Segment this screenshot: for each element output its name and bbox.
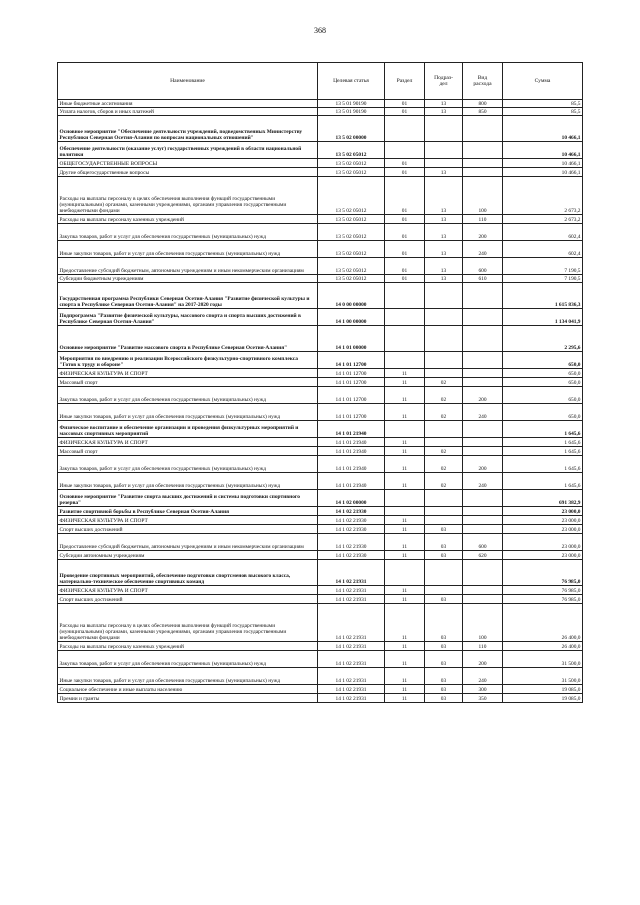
cell-name: Уплата налогов, сборов и иных платежей xyxy=(58,108,318,116)
cell-subsection: 13 xyxy=(425,241,463,258)
cell-target-code: 13 5 02 05012 xyxy=(318,224,385,241)
table-row xyxy=(58,586,583,595)
budget-table xyxy=(57,62,583,703)
cell-subsection: 13 xyxy=(425,275,463,283)
table-row xyxy=(58,490,583,507)
cell-name: ФИЗИЧЕСКАЯ КУЛЬТУРА И СПОРТ xyxy=(58,369,318,378)
cell-target-code: 14 1 02 21930 xyxy=(318,525,385,534)
cell-expense-type xyxy=(463,490,503,507)
table-row xyxy=(58,369,583,378)
cell-name: Основное мероприятие "Обеспечение деятельности учреждений, подведомственных Министерству Республики Северная Осетия-Алания по вопросам национальных отношений" xyxy=(58,116,318,142)
cell-target-code: 13 5 02 05012 xyxy=(318,142,385,159)
cell-target-code: 14 1 02 21930 xyxy=(318,516,385,525)
cell-expense-type xyxy=(463,168,503,177)
table-row xyxy=(58,116,583,142)
cell-amount: 23 000,0 xyxy=(503,507,583,516)
cell-name: Субсидии автономным учреждениям xyxy=(58,551,318,560)
cell-amount: 7 190,5 xyxy=(503,275,583,283)
cell-section: 01 xyxy=(385,275,425,283)
table-row xyxy=(58,604,583,642)
cell-expense-type xyxy=(463,352,503,369)
cell-section xyxy=(385,507,425,516)
cell-expense-type xyxy=(463,378,503,387)
cell-section xyxy=(385,283,425,309)
cell-section: 11 xyxy=(385,604,425,642)
cell-amount: 10 466,1 xyxy=(503,116,583,142)
cell-name: Развитие спортивной борьбы в Республике Северная Осетия-Алания xyxy=(58,507,318,516)
cell-amount: 1 645,6 xyxy=(503,473,583,490)
cell-subsection: 03 xyxy=(425,651,463,668)
table-row xyxy=(58,283,583,309)
col-target-header: Целевая статья xyxy=(318,63,385,100)
cell-amount: 1 645,6 xyxy=(503,456,583,473)
cell-amount: 76 985,0 xyxy=(503,595,583,604)
cell-target-code: 14 1 01 21940 xyxy=(318,456,385,473)
cell-section: 01 xyxy=(385,241,425,258)
table-row xyxy=(58,421,583,438)
cell-name: Субсидии бюджетным учреждениям xyxy=(58,275,318,283)
cell-expense-type xyxy=(463,586,503,595)
cell-section: 11 xyxy=(385,651,425,668)
col-expense-type-header: Вид расхода xyxy=(463,63,503,100)
cell-subsection xyxy=(425,142,463,159)
cell-expense-type: 600 xyxy=(463,258,503,275)
page-number: 368 xyxy=(314,26,326,35)
cell-name: Закупка товаров, работ и услуг для обеспечения государственных (муниципальных) нужд xyxy=(58,651,318,668)
cell-subsection xyxy=(425,369,463,378)
cell-expense-type: 350 xyxy=(463,694,503,703)
cell-target-code: 14 1 01 00000 xyxy=(318,326,385,352)
table-row xyxy=(58,507,583,516)
cell-section: 11 xyxy=(385,369,425,378)
cell-amount: 1 645,6 xyxy=(503,447,583,456)
cell-target-code: 14 1 01 21940 xyxy=(318,421,385,438)
cell-subsection xyxy=(425,586,463,595)
cell-name: Закупка товаров, работ и услуг для обеспечения государственных (муниципальных) нужд xyxy=(58,456,318,473)
cell-amount: 26 400,0 xyxy=(503,604,583,642)
cell-subsection xyxy=(425,309,463,326)
cell-section: 01 xyxy=(385,258,425,275)
table-row xyxy=(58,642,583,651)
table-row xyxy=(58,326,583,352)
table-row xyxy=(58,525,583,534)
cell-expense-type: 610 xyxy=(463,275,503,283)
table-row xyxy=(58,651,583,668)
cell-section: 01 xyxy=(385,177,425,215)
cell-section xyxy=(385,116,425,142)
cell-expense-type xyxy=(463,421,503,438)
table-row xyxy=(58,438,583,447)
cell-target-code: 14 0 00 00000 xyxy=(318,283,385,309)
cell-expense-type: 200 xyxy=(463,456,503,473)
cell-name: Основное мероприятие "Развитие массового спорта в Республике Северная Осетия-Алания" xyxy=(58,326,318,352)
cell-target-code: 14 1 02 21931 xyxy=(318,685,385,694)
cell-amount: 76 985,0 xyxy=(503,560,583,586)
cell-target-code: 13 5 02 05012 xyxy=(318,275,385,283)
cell-section: 11 xyxy=(385,404,425,421)
cell-subsection xyxy=(425,490,463,507)
table-row xyxy=(58,404,583,421)
cell-amount: 650,0 xyxy=(503,352,583,369)
cell-section: 01 xyxy=(385,100,425,108)
cell-target-code: 14 1 01 12700 xyxy=(318,404,385,421)
cell-name: Премии и гранты xyxy=(58,694,318,703)
cell-section: 11 xyxy=(385,551,425,560)
cell-amount: 1 134 041,9 xyxy=(503,309,583,326)
cell-section: 01 xyxy=(385,159,425,168)
cell-section: 11 xyxy=(385,473,425,490)
cell-amount: 85,5 xyxy=(503,108,583,116)
cell-amount: 31 500,0 xyxy=(503,651,583,668)
cell-name: Расходы на выплаты персоналу казенных учреждений xyxy=(58,215,318,224)
table-row xyxy=(58,159,583,168)
cell-amount: 7 190,5 xyxy=(503,258,583,275)
cell-target-code: 14 1 01 21940 xyxy=(318,473,385,490)
cell-amount: 691 382,9 xyxy=(503,490,583,507)
cell-name: Физическое воспитание и обеспечение организации и проведения физкультурных мероприятий и массовых спортивных мероприятий xyxy=(58,421,318,438)
cell-amount: 1 615 836,3 xyxy=(503,283,583,309)
cell-amount: 2 295,6 xyxy=(503,326,583,352)
cell-section: 11 xyxy=(385,586,425,595)
cell-name: Мероприятия по внедрению и реализации Всероссийского физкультурно-спортивного комплекса "Готов к труду и обороне" xyxy=(58,352,318,369)
cell-target-code: 14 1 02 21930 xyxy=(318,507,385,516)
table-row xyxy=(58,309,583,326)
cell-amount: 31 500,0 xyxy=(503,668,583,685)
col-amount-header: Сумма xyxy=(503,63,583,100)
table-row xyxy=(58,534,583,551)
cell-target-code: 13 5 02 00000 xyxy=(318,116,385,142)
cell-name: Закупка товаров, работ и услуг для обеспечения государственных (муниципальных) нужд xyxy=(58,224,318,241)
col-section-header: Раздел xyxy=(385,63,425,100)
cell-target-code: 13 5 02 05012 xyxy=(318,241,385,258)
cell-subsection: 03 xyxy=(425,534,463,551)
cell-expense-type: 240 xyxy=(463,404,503,421)
table-row xyxy=(58,387,583,404)
cell-expense-type xyxy=(463,525,503,534)
cell-subsection: 03 xyxy=(425,595,463,604)
cell-amount: 76 985,0 xyxy=(503,586,583,595)
table-row xyxy=(58,177,583,215)
cell-subsection: 13 xyxy=(425,108,463,116)
cell-target-code: 14 1 01 21940 xyxy=(318,447,385,456)
cell-section: 01 xyxy=(385,108,425,116)
cell-section: 11 xyxy=(385,447,425,456)
cell-subsection: 03 xyxy=(425,525,463,534)
cell-target-code: 14 1 01 12700 xyxy=(318,369,385,378)
cell-target-code: 13 5 02 05012 xyxy=(318,159,385,168)
cell-name: Закупка товаров, работ и услуг для обеспечения государственных (муниципальных) нужд xyxy=(58,387,318,404)
cell-section: 11 xyxy=(385,685,425,694)
table-row xyxy=(58,560,583,586)
cell-section: 11 xyxy=(385,525,425,534)
cell-expense-type: 300 xyxy=(463,685,503,694)
cell-section: 01 xyxy=(385,224,425,241)
cell-section: 11 xyxy=(385,378,425,387)
cell-target-code: 14 1 02 21931 xyxy=(318,668,385,685)
cell-name: Проведение спортивных мероприятий, обеспечение подготовки спортсменов высокого класса, материально-техническое обеспечение спортивных команд xyxy=(58,560,318,586)
cell-amount: 10 466,1 xyxy=(503,159,583,168)
table-row xyxy=(58,224,583,241)
cell-amount: 23 000,0 xyxy=(503,516,583,525)
cell-expense-type: 200 xyxy=(463,387,503,404)
cell-subsection: 13 xyxy=(425,224,463,241)
cell-expense-type: 200 xyxy=(463,224,503,241)
cell-name: Иные закупки товаров, работ и услуг для обеспечения государственных (муниципальных) нужд xyxy=(58,473,318,490)
cell-expense-type xyxy=(463,507,503,516)
cell-section: 11 xyxy=(385,534,425,551)
cell-expense-type xyxy=(463,516,503,525)
cell-section: 11 xyxy=(385,456,425,473)
table-row xyxy=(58,516,583,525)
table-row xyxy=(58,168,583,177)
cell-target-code: 13 5 02 05012 xyxy=(318,177,385,215)
table-row xyxy=(58,215,583,224)
table-row xyxy=(58,668,583,685)
cell-subsection xyxy=(425,560,463,586)
cell-target-code: 14 1 02 21931 xyxy=(318,651,385,668)
cell-subsection: 03 xyxy=(425,642,463,651)
cell-target-code: 14 1 01 12700 xyxy=(318,378,385,387)
cell-amount: 650,0 xyxy=(503,378,583,387)
cell-subsection xyxy=(425,159,463,168)
cell-subsection: 13 xyxy=(425,100,463,108)
cell-expense-type: 800 xyxy=(463,100,503,108)
cell-section: 11 xyxy=(385,694,425,703)
cell-subsection xyxy=(425,116,463,142)
cell-section xyxy=(385,560,425,586)
cell-amount: 10 466,1 xyxy=(503,168,583,177)
cell-name: Иные закупки товаров, работ и услуг для обеспечения государственных (муниципальных) нужд xyxy=(58,404,318,421)
cell-name: Массовый спорт xyxy=(58,378,318,387)
cell-name: ФИЗИЧЕСКАЯ КУЛЬТУРА И СПОРТ xyxy=(58,586,318,595)
cell-expense-type xyxy=(463,595,503,604)
cell-name: Подпрограмма "Развитие физической культуры, массового спорта и спорта высших достижений в Республике Северная Осетия-Алания" xyxy=(58,309,318,326)
cell-expense-type xyxy=(463,326,503,352)
cell-amount: 23 000,0 xyxy=(503,525,583,534)
cell-subsection: 02 xyxy=(425,456,463,473)
cell-name: Спорт высших достижений xyxy=(58,525,318,534)
cell-section xyxy=(385,352,425,369)
cell-target-code: 14 1 02 21931 xyxy=(318,694,385,703)
cell-subsection: 03 xyxy=(425,685,463,694)
cell-target-code: 14 1 00 00000 xyxy=(318,309,385,326)
table-row xyxy=(58,241,583,258)
cell-target-code: 14 1 02 21931 xyxy=(318,586,385,595)
cell-subsection: 13 xyxy=(425,215,463,224)
cell-subsection xyxy=(425,283,463,309)
cell-expense-type xyxy=(463,142,503,159)
table-row xyxy=(58,595,583,604)
cell-subsection xyxy=(425,352,463,369)
cell-target-code: 13 5 02 05012 xyxy=(318,168,385,177)
cell-section: 01 xyxy=(385,215,425,224)
cell-name: Основное мероприятие "Развитие спорта высших достижений и системы подготовки спортивного резерва" xyxy=(58,490,318,507)
cell-target-code: 14 1 02 21931 xyxy=(318,595,385,604)
table-row xyxy=(58,456,583,473)
table-row xyxy=(58,108,583,116)
cell-expense-type: 240 xyxy=(463,241,503,258)
cell-target-code: 13 5 01 90190 xyxy=(318,108,385,116)
table-row xyxy=(58,275,583,283)
cell-expense-type: 240 xyxy=(463,668,503,685)
col-name-header: Наименование xyxy=(58,63,318,100)
cell-name: Иные закупки товаров, работ и услуг для обеспечения государственных (муниципальных) нужд xyxy=(58,668,318,685)
cell-target-code: 14 1 01 12700 xyxy=(318,352,385,369)
cell-expense-type: 850 xyxy=(463,108,503,116)
table-row xyxy=(58,685,583,694)
cell-expense-type xyxy=(463,447,503,456)
cell-target-code: 13 5 02 05012 xyxy=(318,215,385,224)
cell-section: 11 xyxy=(385,595,425,604)
cell-name: Расходы на выплаты персоналу казенных учреждений xyxy=(58,642,318,651)
cell-expense-type: 620 xyxy=(463,551,503,560)
cell-section: 11 xyxy=(385,438,425,447)
table-row xyxy=(58,142,583,159)
cell-section xyxy=(385,421,425,438)
cell-target-code: 14 1 01 12700 xyxy=(318,387,385,404)
cell-expense-type: 100 xyxy=(463,177,503,215)
cell-amount: 602,4 xyxy=(503,241,583,258)
cell-expense-type xyxy=(463,369,503,378)
cell-target-code: 13 5 01 90190 xyxy=(318,100,385,108)
cell-section xyxy=(385,309,425,326)
cell-name: Другие общегосударственные вопросы xyxy=(58,168,318,177)
cell-amount: 19 085,0 xyxy=(503,685,583,694)
cell-subsection: 03 xyxy=(425,694,463,703)
cell-name: Расходы на выплаты персоналу в целях обеспечения выполнения функций государственными (муниципальными) органами, казенными учреждениями, органами управления государственными внебюджетными фондами xyxy=(58,604,318,642)
cell-subsection: 02 xyxy=(425,473,463,490)
cell-name: Иные бюджетные ассигнования xyxy=(58,100,318,108)
cell-subsection: 13 xyxy=(425,168,463,177)
cell-name: Обеспечение деятельности (оказание услуг) государственных учреждений в области национальной политики xyxy=(58,142,318,159)
cell-name: Массовый спорт xyxy=(58,447,318,456)
cell-section: 11 xyxy=(385,387,425,404)
cell-section: 11 xyxy=(385,642,425,651)
cell-subsection: 02 xyxy=(425,447,463,456)
cell-expense-type: 100 xyxy=(463,604,503,642)
cell-section: 11 xyxy=(385,516,425,525)
cell-name: Иные закупки товаров, работ и услуг для обеспечения государственных (муниципальных) нужд xyxy=(58,241,318,258)
table-row xyxy=(58,100,583,108)
cell-section xyxy=(385,326,425,352)
cell-subsection xyxy=(425,326,463,352)
cell-subsection: 13 xyxy=(425,177,463,215)
cell-section xyxy=(385,142,425,159)
cell-section: 11 xyxy=(385,668,425,685)
table-row xyxy=(58,258,583,275)
cell-subsection: 03 xyxy=(425,551,463,560)
cell-subsection: 03 xyxy=(425,668,463,685)
cell-expense-type: 200 xyxy=(463,651,503,668)
cell-target-code: 14 1 02 21931 xyxy=(318,604,385,642)
table-header-row xyxy=(58,63,583,100)
cell-name: Расходы на выплаты персоналу в целях обеспечения выполнения функций государственными (муниципальными) органами, казенными учреждениями, органами управления государственными внебюджетными фондами xyxy=(58,177,318,215)
cell-amount: 23 000,0 xyxy=(503,534,583,551)
table-row xyxy=(58,473,583,490)
cell-target-code: 14 1 02 21930 xyxy=(318,534,385,551)
cell-name: Спорт высших достижений xyxy=(58,595,318,604)
cell-name: Предоставление субсидий бюджетным, автономным учреждениям и иным некоммерческим организациям xyxy=(58,258,318,275)
cell-subsection: 02 xyxy=(425,387,463,404)
cell-name: ФИЗИЧЕСКАЯ КУЛЬТУРА И СПОРТ xyxy=(58,438,318,447)
cell-section xyxy=(385,490,425,507)
cell-expense-type xyxy=(463,309,503,326)
table-row xyxy=(58,694,583,703)
cell-amount: 23 000,0 xyxy=(503,551,583,560)
cell-name: Государственная программа Республики Северная Осетия-Алания "Развитие физической культуры и спорта в Республике Северная Осетия-Алания" на 2017-2020 годы xyxy=(58,283,318,309)
cell-amount: 2 673,2 xyxy=(503,215,583,224)
cell-amount: 1 645,6 xyxy=(503,421,583,438)
cell-expense-type xyxy=(463,159,503,168)
table-row xyxy=(58,551,583,560)
cell-subsection: 03 xyxy=(425,604,463,642)
cell-amount: 26 400,0 xyxy=(503,642,583,651)
cell-expense-type xyxy=(463,438,503,447)
cell-subsection: 13 xyxy=(425,258,463,275)
cell-subsection: 02 xyxy=(425,404,463,421)
cell-amount: 602,4 xyxy=(503,224,583,241)
cell-section: 01 xyxy=(385,168,425,177)
cell-subsection xyxy=(425,516,463,525)
cell-name: ФИЗИЧЕСКАЯ КУЛЬТУРА И СПОРТ xyxy=(58,516,318,525)
cell-name: Предоставление субсидий бюджетным, автономным учреждениям и иным некоммерческим организациям xyxy=(58,534,318,551)
cell-target-code: 14 1 02 21931 xyxy=(318,642,385,651)
cell-expense-type xyxy=(463,283,503,309)
cell-target-code: 14 1 02 21931 xyxy=(318,560,385,586)
cell-amount: 19 085,0 xyxy=(503,694,583,703)
cell-subsection xyxy=(425,507,463,516)
table-row xyxy=(58,447,583,456)
cell-expense-type: 110 xyxy=(463,215,503,224)
cell-expense-type: 600 xyxy=(463,534,503,551)
cell-amount: 85,5 xyxy=(503,100,583,108)
cell-target-code: 14 1 02 21930 xyxy=(318,551,385,560)
cell-amount: 10 466,1 xyxy=(503,142,583,159)
cell-name: ОБЩЕГОСУДАРСТВЕННЫЕ ВОПРОСЫ xyxy=(58,159,318,168)
cell-target-code: 14 1 01 21940 xyxy=(318,438,385,447)
cell-amount: 650,0 xyxy=(503,404,583,421)
cell-subsection: 02 xyxy=(425,378,463,387)
cell-subsection xyxy=(425,421,463,438)
cell-name: Социальное обеспечение и иные выплаты населению xyxy=(58,685,318,694)
cell-amount: 1 645,6 xyxy=(503,438,583,447)
cell-expense-type: 110 xyxy=(463,642,503,651)
cell-expense-type xyxy=(463,116,503,142)
cell-expense-type xyxy=(463,560,503,586)
cell-expense-type: 240 xyxy=(463,473,503,490)
cell-subsection xyxy=(425,438,463,447)
cell-target-code: 14 1 02 00000 xyxy=(318,490,385,507)
cell-amount: 2 673,2 xyxy=(503,177,583,215)
cell-target-code: 13 5 02 05012 xyxy=(318,258,385,275)
cell-amount: 650,0 xyxy=(503,369,583,378)
table-row xyxy=(58,378,583,387)
col-subsection-header: Подраз- дел xyxy=(425,63,463,100)
cell-amount: 650,0 xyxy=(503,387,583,404)
table-row xyxy=(58,352,583,369)
